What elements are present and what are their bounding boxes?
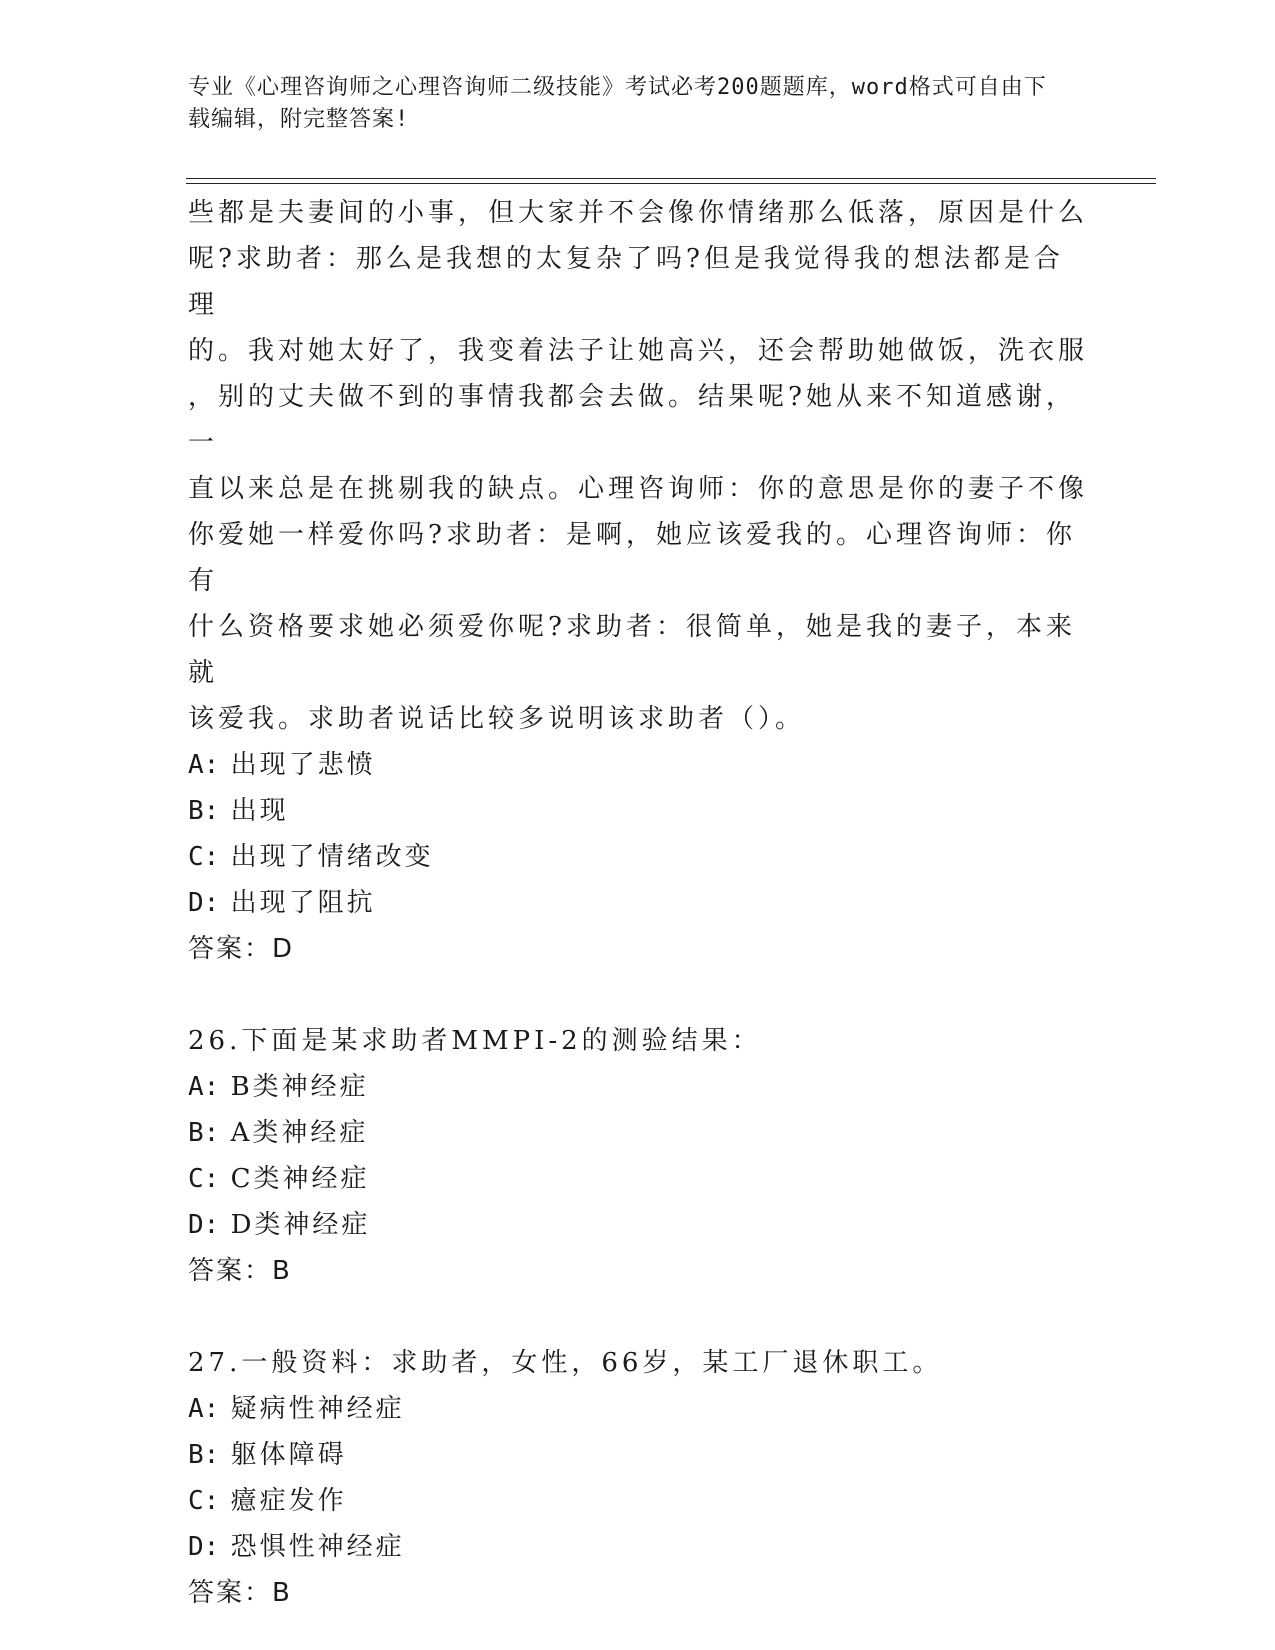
question-continued (188, 190, 1088, 972)
question-text-line: ，别的丈夫做不到的事情我都会去做。结果呢?她从来不知道感谢，一 (188, 382, 1076, 458)
question-26 (188, 1018, 1088, 1294)
option-letter: B: (188, 1118, 220, 1148)
option-letter: D: (188, 888, 220, 918)
question-text-line: 些都是夫妻间的小事，但大家并不会像你情绪那么低落，原因是什么 (188, 198, 1089, 228)
option-a (188, 1386, 1088, 1432)
option-text: B类神经症 (230, 1072, 369, 1102)
question-text-line: 该爱我。求助者说话比较多说明该求助者（）。 (188, 704, 806, 734)
option-letter: C: (188, 1164, 220, 1194)
answer-line: 答案：B (188, 1578, 292, 1608)
spacer (188, 1294, 1088, 1340)
question-stem: 26.下面是某求助者MMPI-2的测验结果： (188, 1026, 762, 1056)
document-header (188, 72, 1068, 136)
option-letter: D: (188, 1210, 220, 1240)
header-rule-top (186, 178, 1156, 179)
option-a (188, 742, 1088, 788)
question-text-line: 你爱她一样爱你吗?求助者：是啊，她应该爱我的。心理咨询师：你有 (188, 520, 1076, 596)
option-d (188, 1202, 1088, 1248)
header-title: 专业《心理咨询师之心理咨询师二级技能》考试必考200题题库，word格式可自由下载编辑，附完整答案! (188, 75, 1047, 132)
option-text: 躯体障碍 (230, 1440, 347, 1470)
option-letter: C: (188, 842, 220, 872)
option-text: 出现 (230, 796, 289, 826)
answer-line: 答案：D (188, 934, 295, 964)
option-b (188, 1110, 1088, 1156)
option-letter: B: (188, 1440, 220, 1470)
document-body (188, 190, 1088, 1616)
option-text: 疑病性神经症 (230, 1394, 405, 1424)
option-text: D类神经症 (230, 1210, 371, 1240)
option-text: 出现了悲愤 (230, 750, 376, 780)
option-b (188, 1432, 1088, 1478)
option-text: 出现了情绪改变 (230, 842, 434, 872)
option-letter: A: (188, 1072, 220, 1102)
option-letter: B: (188, 796, 220, 826)
option-text: C类神经症 (230, 1164, 370, 1194)
option-b (188, 788, 1088, 834)
answer-line: 答案：B (188, 1256, 292, 1286)
question-27 (188, 1340, 1088, 1616)
question-text-line: 呢?求助者：那么是我想的太复杂了吗?但是我觉得我的想法都是合理 (188, 244, 1064, 320)
option-d (188, 1524, 1088, 1570)
question-text-line: 的。我对她太好了，我变着法子让她高兴，还会帮助她做饭，洗衣服 (188, 336, 1089, 366)
option-text: A类神经症 (230, 1118, 369, 1148)
option-a (188, 1064, 1088, 1110)
question-text-line: 什么资格要求她必须爱你呢?求助者：很简单，她是我的妻子，本来就 (188, 612, 1076, 688)
option-d (188, 880, 1088, 926)
option-text: 恐惧性神经症 (230, 1532, 405, 1562)
option-letter: D: (188, 1532, 220, 1562)
option-letter: C: (188, 1486, 220, 1516)
option-c (188, 1156, 1088, 1202)
option-text: 出现了阻抗 (230, 888, 376, 918)
spacer (188, 972, 1088, 1018)
option-c (188, 1478, 1088, 1524)
header-rule-bottom (186, 183, 1156, 184)
question-stem: 27.一般资料：求助者，女性，66岁，某工厂退休职工。 (188, 1348, 943, 1378)
option-letter: A: (188, 750, 220, 780)
option-letter: A: (188, 1394, 220, 1424)
question-text-line: 直以来总是在挑剔我的缺点。心理咨询师：你的意思是你的妻子不像 (188, 474, 1089, 504)
option-c (188, 834, 1088, 880)
option-text: 癔症发作 (230, 1486, 347, 1516)
